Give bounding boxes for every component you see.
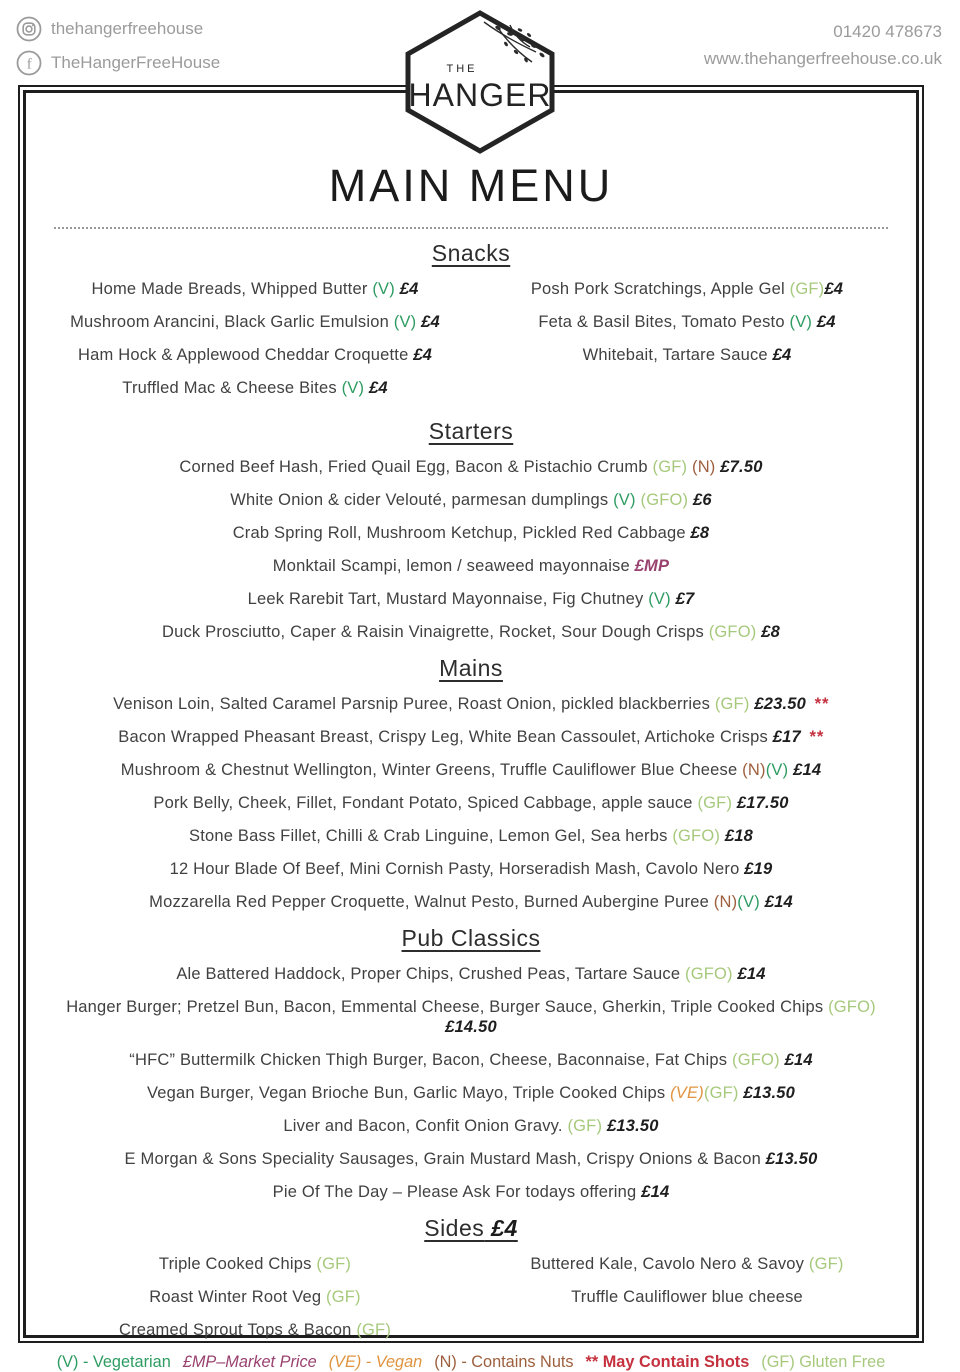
menu-item	[44, 556, 898, 576]
item-text: Creamed Sprout Tops & Bacon	[118, 1320, 357, 1339]
item-text: Bacon Wrapped Pheasant Breast, Crispy Leg, White Bean Cassoulet, Artichoke Crisps	[118, 727, 773, 746]
item-price: £4	[416, 312, 440, 331]
item-price: £4	[364, 378, 388, 397]
instagram-icon	[16, 16, 42, 42]
item-text: Corned Beef Hash, Fried Quail Egg, Bacon & Pistachio Crumb	[179, 457, 653, 476]
item-text: Posh Pork Scratchings, Apple Gel	[530, 279, 790, 298]
item-text: Crab Spring Roll, Mushroom Ketchup, Pickled Red Cabbage	[232, 523, 691, 542]
item-text: Home Made Breads, Whipped Butter	[91, 279, 373, 298]
menu-section-mains	[44, 655, 898, 912]
item-text: Hanger Burger; Pretzel Bun, Bacon, Emmental Cheese, Burger Sauce, Gherkin, Triple Cooked Chips	[66, 997, 829, 1016]
item-text: Whitebait, Tartare Sauce	[582, 345, 773, 364]
item-text: Pie Of The Day – Please Ask For todays offering	[272, 1182, 642, 1201]
menu-section-snacks	[44, 240, 898, 411]
hanger-logo	[398, 8, 562, 161]
item-text: Duck Prosciutto, Caper & Raisin Vinaigrette, Rocket, Sour Dough Crisps	[161, 622, 709, 641]
tag-vegetarian: (V)	[341, 378, 365, 397]
instagram-row	[16, 16, 220, 42]
item-price: £17.50	[732, 793, 789, 812]
menu-section-sides	[44, 1215, 898, 1353]
section-heading-starters	[44, 418, 898, 445]
menu-item	[44, 727, 898, 747]
item-price: £7.50	[715, 457, 763, 476]
menu-item	[44, 523, 898, 543]
item-text: Feta & Basil Bites, Tomato Pesto	[538, 312, 790, 331]
menu-item	[44, 1287, 466, 1307]
item-text: Liver and Bacon, Confit Onion Gravy.	[283, 1116, 568, 1135]
item-price: £17	[772, 727, 801, 746]
menu-item	[44, 964, 898, 984]
item-text: Monktail Scampi, lemon / seaweed mayonnaise	[272, 556, 635, 575]
two-column-list	[44, 279, 898, 411]
menu-item	[44, 1116, 898, 1136]
menu-item	[44, 1182, 898, 1202]
two-column-list	[44, 1254, 898, 1353]
tag-contains-nuts: (N)	[692, 457, 716, 476]
menu-item	[44, 694, 898, 714]
item-price: £8	[756, 622, 780, 641]
tag-gluten-free-option: (GFO)	[708, 622, 757, 641]
item-text: White Onion & cider Velouté, parmesan dumplings	[230, 490, 614, 509]
item-price: £13.50	[765, 1149, 818, 1168]
menu-section-starters	[44, 418, 898, 642]
menu-item	[476, 312, 898, 332]
menu-frame-inner	[23, 90, 919, 1371]
item-price: £14	[779, 1050, 813, 1069]
item-price: £23.50	[749, 694, 806, 713]
tag-contains-nuts: (N)	[713, 892, 738, 911]
tag-gluten-free: (GF)	[703, 1083, 739, 1102]
menu-item	[44, 859, 898, 879]
section-heading-snacks	[44, 240, 898, 267]
menu-item	[44, 490, 898, 510]
tag-gluten-free-option: (GFO)	[828, 997, 876, 1016]
may-contain-shots-marker: **	[808, 727, 824, 746]
menu-frame	[18, 85, 924, 1371]
item-text: Buttered Kale, Cavolo Nero & Savoy	[530, 1254, 809, 1273]
logo-name: HANGER	[408, 77, 552, 113]
logo-the: THE	[446, 63, 478, 75]
phone-number: 01420 478673	[833, 22, 942, 41]
tag-vegetarian: (V)	[789, 312, 813, 331]
tag-gluten-free-option: (GFO)	[672, 826, 721, 845]
menu-item	[476, 345, 898, 365]
legend-gluten-free: (GF) Gluten Free	[761, 1352, 886, 1371]
item-text: Mozzarella Red Pepper Croquette, Walnut Pesto, Burned Aubergine Puree	[149, 892, 714, 911]
tag-vegetarian: (V)	[393, 312, 417, 331]
tag-vegetarian: (V)	[648, 589, 671, 608]
may-contain-shots-marker: **	[813, 694, 829, 713]
legend-may-contain-shots: ** May Contain Shots	[585, 1352, 750, 1371]
menu-item	[44, 760, 898, 780]
tag-gluten-free: (GF)	[326, 1287, 361, 1306]
menu-item	[44, 1254, 466, 1274]
instagram-handle: thehangerfreehouse	[51, 19, 204, 38]
item-text: Stone Bass Fillet, Chilli & Crab Linguine, Lemon Gel, Sea herbs	[189, 826, 673, 845]
item-price: £19	[744, 859, 773, 878]
tag-gluten-free: (GF)	[567, 1116, 603, 1135]
menu-item	[44, 793, 898, 813]
item-text: E Morgan & Sons Speciality Sausages, Grain Mustard Mash, Crispy Onions & Bacon	[124, 1149, 766, 1168]
page-title: MAIN MENU	[328, 160, 614, 211]
legend-market-price: £MP–Market Price	[182, 1352, 317, 1371]
menu-item	[44, 345, 466, 365]
menu-item	[476, 279, 898, 299]
item-text: 12 Hour Blade Of Beef, Mini Cornish Pasty, Horseradish Mash, Cavolo Nero	[169, 859, 745, 878]
tag-vegetarian: (V)	[372, 279, 395, 298]
menu-item	[44, 892, 898, 912]
tag-gluten-free-option: (GFO)	[640, 490, 689, 509]
menu-item	[44, 1083, 898, 1103]
heading-text: Mains	[439, 654, 503, 681]
item-text: Venison Loin, Salted Caramel Parsnip Puree, Roast Onion, pickled blackberries	[113, 694, 715, 713]
tag-gluten-free-option: (GFO)	[732, 1050, 780, 1069]
item-price: £4	[772, 345, 792, 364]
tag-gluten-free: (GF)	[652, 457, 688, 476]
item-text: Mushroom & Chestnut Wellington, Winter Greens, Truffle Cauliflower Blue Cheese	[120, 760, 743, 779]
tag-vegetarian: (V)	[613, 490, 636, 509]
menu-item	[476, 1254, 898, 1274]
item-text: Truffled Mac & Cheese Bites	[122, 378, 342, 397]
item-text: Triple Cooked Chips	[158, 1254, 317, 1273]
item-text: “HFC” Buttermilk Chicken Thigh Burger, Bacon, Cheese, Baconnaise, Fat Chips	[129, 1050, 733, 1069]
menu-section-pub-classics	[44, 925, 898, 1202]
menu-item	[44, 378, 466, 398]
dietary-legend	[44, 1353, 898, 1372]
menu-item	[44, 1149, 898, 1169]
item-price: £8	[690, 523, 710, 542]
item-text: Ham Hock & Applewood Cheddar Croquette	[78, 345, 414, 364]
item-text: Vegan Burger, Vegan Brioche Bun, Garlic Mayo, Triple Cooked Chips	[146, 1083, 671, 1102]
item-price: £4	[413, 345, 432, 364]
legend-vegan: (VE) - Vegan	[328, 1352, 423, 1371]
contact-info	[704, 18, 942, 72]
menu-item	[44, 1050, 898, 1070]
social-links	[16, 16, 220, 84]
item-text: Roast Winter Root Veg	[149, 1287, 327, 1306]
tag-gluten-free: (GF)	[808, 1254, 844, 1273]
tag-gluten-free: (GF)	[697, 793, 733, 812]
item-text: Mushroom Arancini, Black Garlic Emulsion	[70, 312, 394, 331]
menu-item	[44, 997, 898, 1037]
dotted-divider	[54, 227, 888, 229]
item-price: £7	[670, 589, 695, 608]
item-price: £13.50	[602, 1116, 659, 1135]
section-heading-sides	[44, 1215, 898, 1242]
svg-text:f: f	[26, 56, 32, 73]
tag-vegetarian: (V)	[765, 760, 789, 779]
item-price: £14	[641, 1182, 670, 1201]
item-text: Truffle Cauliflower blue cheese	[571, 1287, 803, 1306]
facebook-icon	[16, 50, 42, 76]
item-price: £6	[688, 490, 712, 509]
tag-gluten-free-option: (GFO)	[685, 964, 733, 983]
item-price: £18	[720, 826, 753, 845]
tag-contains-nuts: (N)	[742, 760, 766, 779]
item-price: £14	[788, 760, 822, 779]
section-heading-pub-classics	[44, 925, 898, 952]
market-price-label: £MP	[634, 556, 670, 575]
heading-price: £4	[484, 1214, 518, 1241]
item-price: £13.50	[738, 1083, 796, 1102]
menu-item	[44, 1320, 466, 1340]
item-price: £4	[394, 279, 419, 298]
tag-gluten-free: (GF)	[714, 694, 750, 713]
item-text: Ale Battered Haddock, Proper Chips, Crushed Peas, Tartare Sauce	[176, 964, 685, 983]
menu-item	[44, 457, 898, 477]
heading-text: Pub Classics	[401, 924, 541, 951]
item-price: £14	[732, 964, 766, 983]
menu-item	[44, 312, 466, 332]
legend-vegetarian: (V) - Vegetarian	[56, 1352, 171, 1371]
menu-item	[44, 622, 898, 642]
facebook-row	[16, 50, 220, 76]
heading-text: Sides	[424, 1214, 485, 1241]
website-url: www.thehangerfreehouse.co.uk	[703, 49, 942, 68]
tag-gluten-free: (GF)	[789, 279, 825, 298]
heading-text: Starters	[428, 417, 514, 444]
tag-vegan: (VE)	[670, 1083, 704, 1102]
item-price: £14.50	[445, 1017, 497, 1036]
section-heading-mains	[44, 655, 898, 682]
menu-item	[44, 589, 898, 609]
menu-sections	[44, 233, 898, 1353]
facebook-handle: TheHangerFreeHouse	[51, 53, 221, 72]
tag-gluten-free: (GF)	[316, 1254, 352, 1273]
tag-gluten-free: (GF)	[356, 1320, 392, 1339]
menu-item	[44, 279, 466, 299]
menu-item	[44, 826, 898, 846]
menu-item	[476, 1287, 898, 1307]
item-price: £4	[812, 312, 836, 331]
tag-vegetarian: (V)	[737, 892, 760, 911]
legend-contains-nuts: (N) - Contains Nuts	[434, 1352, 574, 1371]
item-price: £4	[824, 279, 844, 298]
item-text: Leek Rarebit Tart, Mustard Mayonnaise, Fig Chutney	[247, 589, 649, 608]
item-price: £14	[759, 892, 793, 911]
heading-text: Snacks	[431, 239, 511, 266]
item-text: Pork Belly, Cheek, Fillet, Fondant Potato, Spiced Cabbage, apple sauce	[153, 793, 698, 812]
